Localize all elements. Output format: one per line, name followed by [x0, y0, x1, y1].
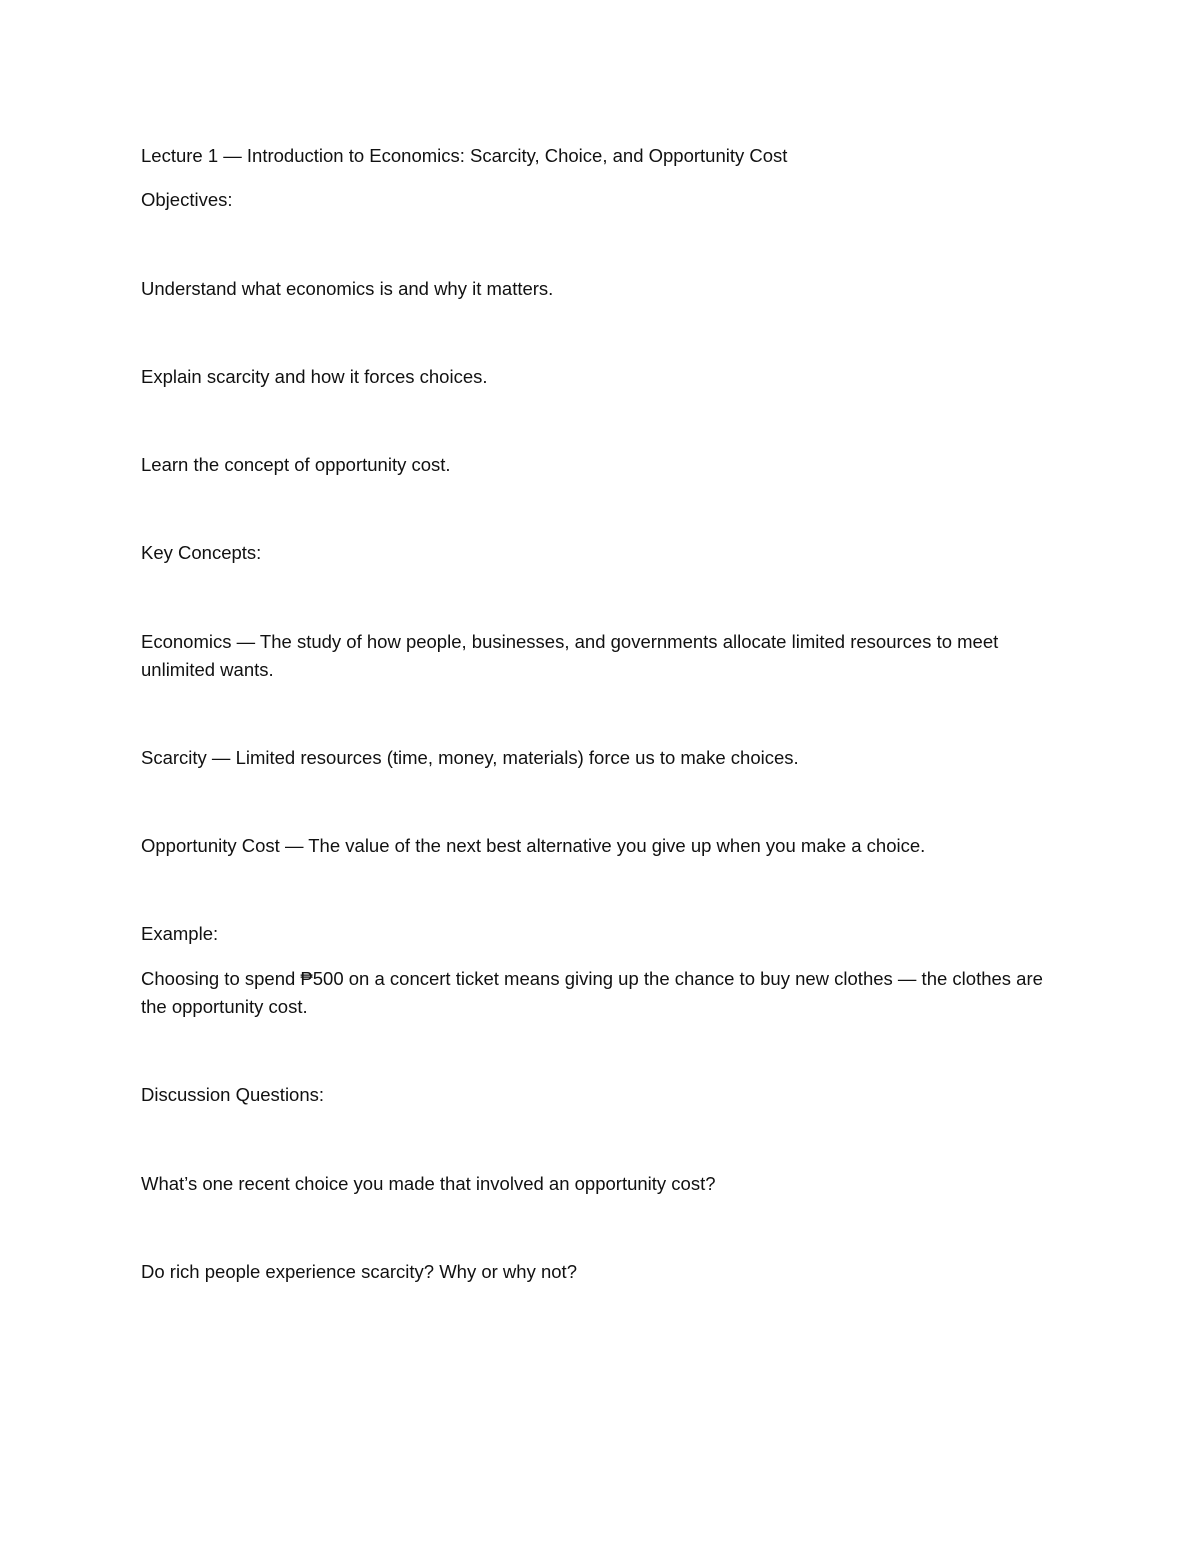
key-concepts-heading: Key Concepts: [141, 542, 262, 563]
objective-item: Understand what economics is and why it matters. [141, 278, 554, 299]
objective-item: Explain scarcity and how it forces choices. [141, 366, 488, 387]
key-concept-opportunity-cost: Opportunity Cost — The value of the next best alternative you give up when you make a choice. [141, 835, 926, 856]
objective-item: Learn the concept of opportunity cost. [141, 454, 451, 475]
objectives-heading: Objectives: [141, 189, 233, 210]
discussion-question: Do rich people experience scarcity? Why or why not? [141, 1261, 577, 1282]
example-text: Choosing to spend ₱500 on a concert ticket means giving up the chance to buy new clothes — the clothes are the opportunity cost. [141, 968, 1043, 1017]
key-concept-scarcity: Scarcity — Limited resources (time, money, materials) force us to make choices. [141, 747, 799, 768]
discussion-heading: Discussion Questions: [141, 1084, 325, 1105]
key-concept-economics: Economics — The study of how people, businesses, and governments allocate limited resources to meet unlimited wants. [141, 631, 999, 680]
discussion-question: What’s one recent choice you made that involved an opportunity cost? [141, 1173, 716, 1194]
document-title: Lecture 1 — Introduction to Economics: Scarcity, Choice, and Opportunity Cost [141, 145, 788, 166]
example-heading: Example: [141, 923, 219, 944]
